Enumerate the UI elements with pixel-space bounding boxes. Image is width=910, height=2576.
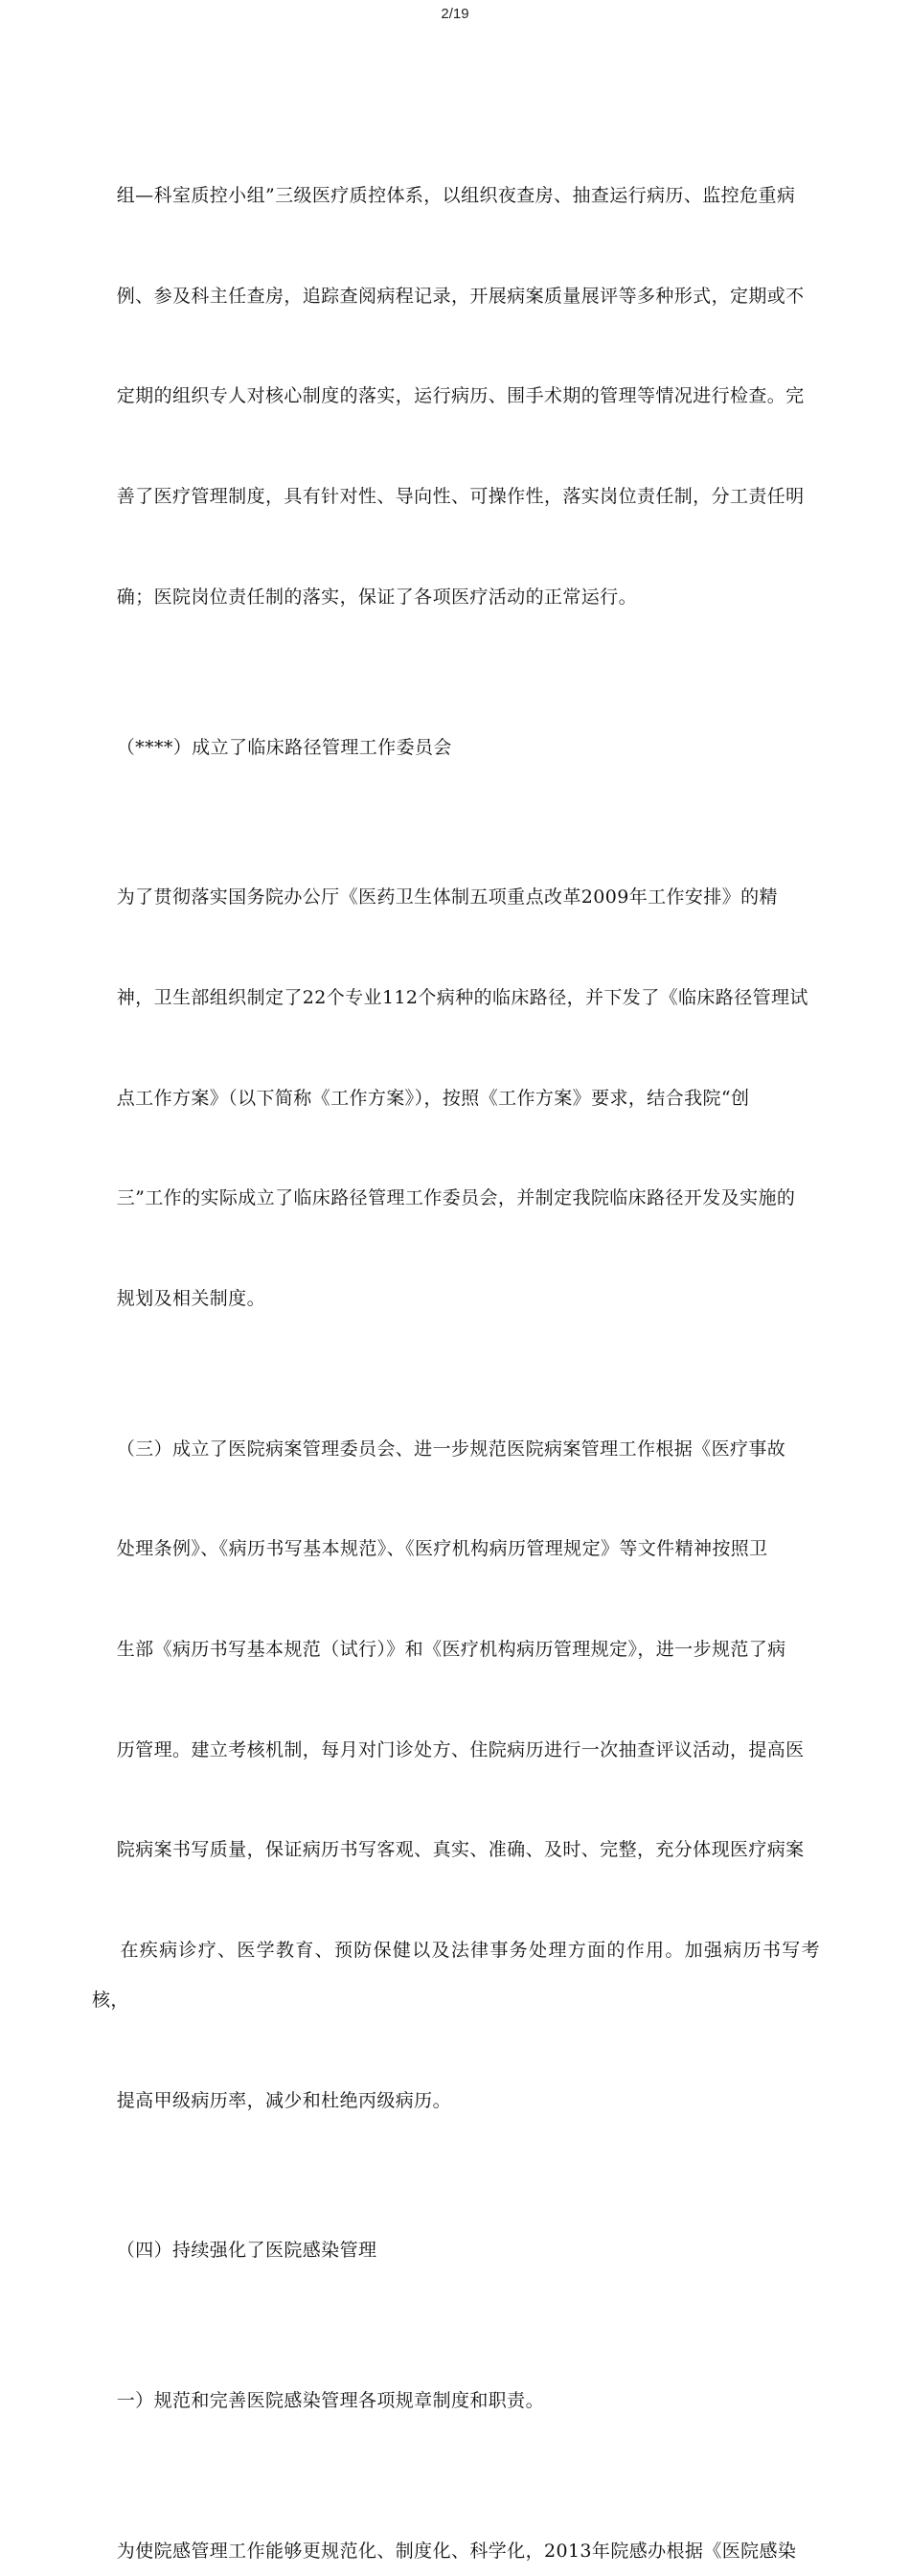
text-line: 处理条例》、《病历书写基本规范》、《医疗机构病历管理规定》等文件精神按照卫 — [116, 1538, 768, 1560]
text-line: 提高甲级病历率，减少和杜绝丙级病历。 — [116, 2089, 451, 2111]
subheading-regulations — [92, 2326, 820, 2476]
text-line: 定期的组织专人对核心制度的落实，运行病历、围手术期的管理等情况进行检查。完 — [116, 385, 805, 407]
text-line: 三”工作的实际成立了临床路径管理工作委员会，并制定我院临床路径开发及实施的 — [116, 1187, 796, 1209]
text-line: 历管理。建立考核机制，每月对门诊处方、住院病历进行一次抽查评议活动，提高医 — [116, 1738, 805, 1760]
section-heading-clinical-pathway — [92, 672, 820, 822]
text-line: 确；医院岗位责任制的落实，保证了各项医疗活动的正常运行。 — [116, 586, 637, 608]
section-heading-infection-management — [92, 2175, 820, 2326]
document-body — [92, 121, 820, 2576]
text-line: 规划及相关制度。 — [116, 1287, 265, 1309]
text-line: 为了贯彻落实国务院办公厅《医药卫生体制五项重点改革2009年工作安排》的精 — [116, 886, 778, 908]
text-line: 善了医疗管理制度，具有针对性、导向性、可操作性，落实岗位责任制，分工责任明 — [116, 486, 805, 508]
text-line: 组—科室质控小组”三级医疗质控体系，以组织夜查房、抽查运行病历、监控危重病 — [116, 185, 796, 207]
text-line: 例、参及科主任查房，追踪查阅病程记录，开展病案质量展评等多种形式，定期或不 — [116, 285, 805, 307]
text-line: 点工作方案》（以下简称《工作方案》），按照《工作方案》要求，结合我院“创 — [116, 1087, 750, 1109]
paragraph-medical-records — [92, 1373, 820, 2175]
text-line: （四）持续强化了医院感染管理 — [116, 2240, 377, 2262]
text-line: （三）成立了医院病案管理委员会、进一步规范医院病案管理工作根据《医疗事故 — [116, 1438, 786, 1460]
text-line: 院病案书写质量，保证病历书写客观、真实、准确、及时、完整，充分体现医疗病案 — [116, 1839, 805, 1861]
text-line: 一）规范和完善医院感染管理各项规章制度和职责。 — [116, 2390, 544, 2412]
text-line: 为使院感管理工作能够更规范化、制度化、科学化，2013年院感办根据《医院感染 — [116, 2541, 797, 2563]
text-line: （****）成立了临床路径管理工作委员会 — [116, 736, 452, 758]
paragraph-clinical-pathway — [92, 822, 820, 1373]
text-line: 生部《病历书写基本规范（试行）》和《医疗机构病历管理规定》，进一步规范了病 — [116, 1638, 786, 1660]
paragraph-infection-office — [92, 2476, 820, 2576]
page-number: 2/19 — [441, 6, 469, 22]
paragraph-quality-control — [92, 121, 820, 672]
text-line: 在疾病诊疗、医学教育、预防保健以及法律事务处理方面的作用。加强病历书写考核， — [92, 1939, 820, 2011]
text-line: 神，卫生部组织制定了22个专业112个病种的临床路径，并下发了《临床路径管理试 — [116, 987, 808, 1009]
